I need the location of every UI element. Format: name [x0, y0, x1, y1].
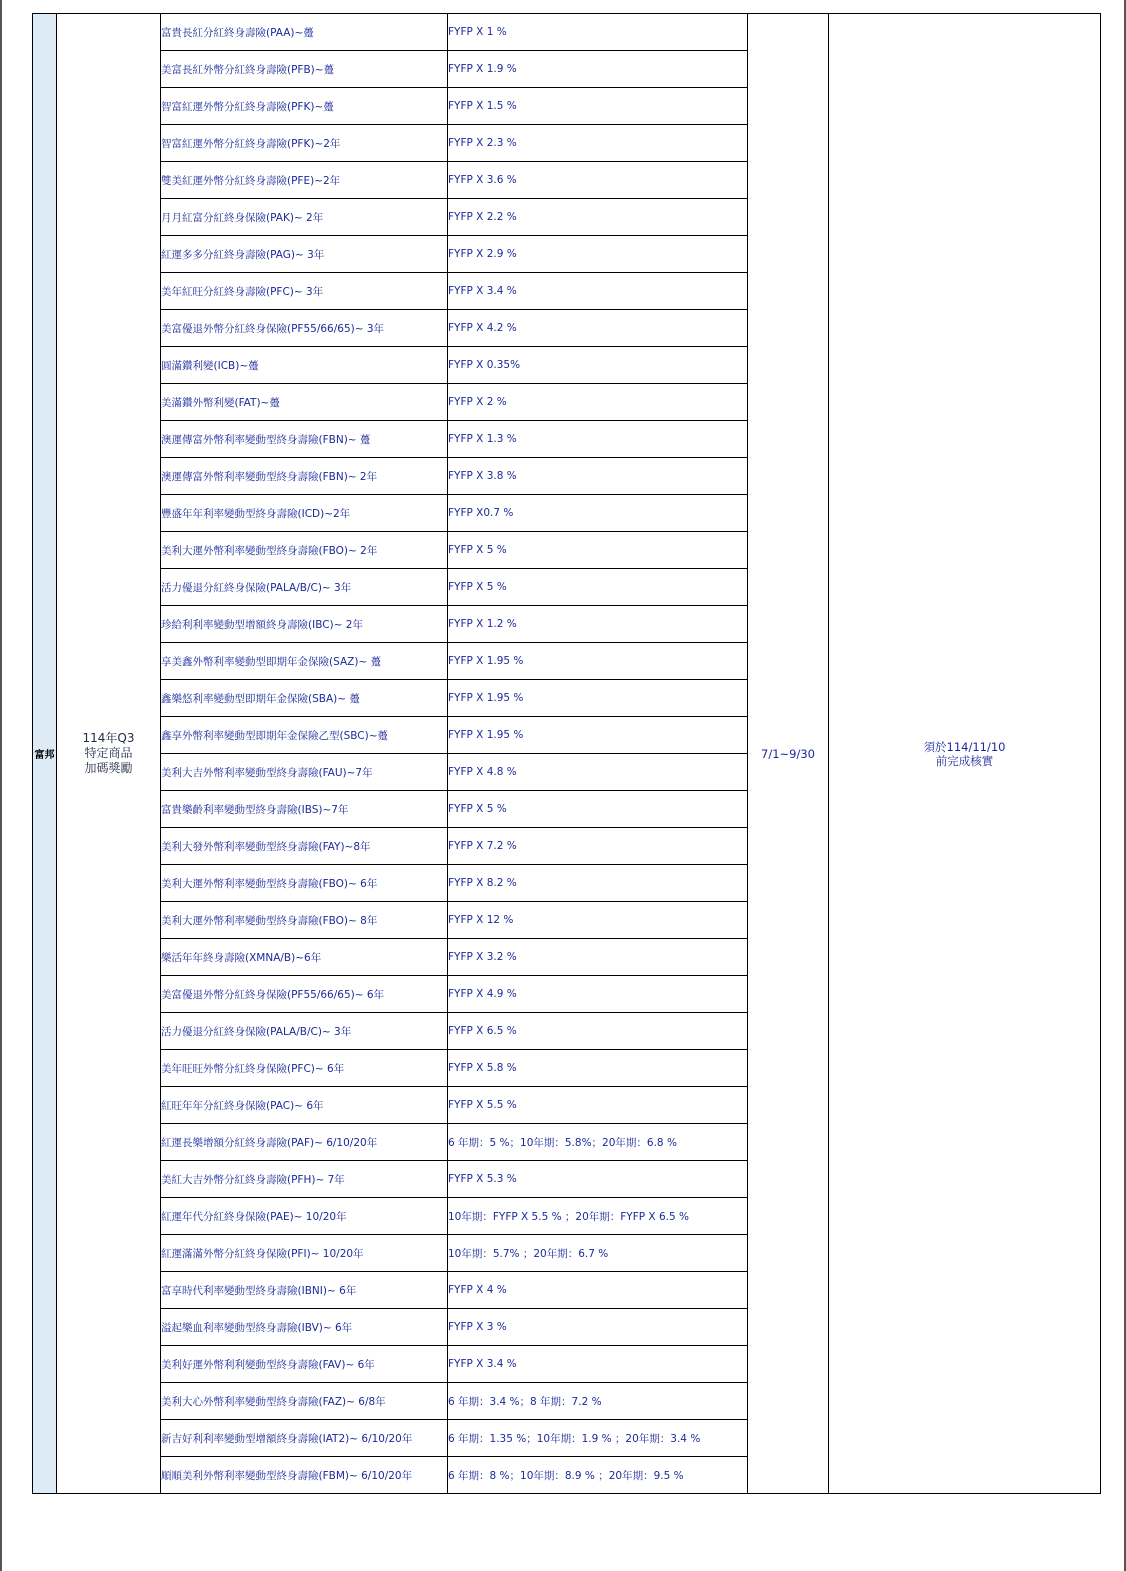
- product-name: 豐盛年年利率變動型終身壽險(ICD)~2年: [161, 495, 448, 532]
- bonus-rate: FYFP X 3.4 %: [448, 273, 748, 310]
- bonus-table: [32, 13, 1101, 1494]
- bonus-rate: FYFP X 2.9 %: [448, 236, 748, 273]
- product-name: 美利大發外幣利率變動型終身壽險(FAY)~8年: [161, 828, 448, 865]
- product-name: 澳運傳富外幣利率變動型終身壽險(FBN)~ 2年: [161, 458, 448, 495]
- company-cell: 富邦: [33, 14, 57, 1494]
- bonus-rate: FYFP X 5.3 %: [448, 1161, 748, 1198]
- product-name: 智富紅運外幣分紅終身壽險(PFK)~躉: [161, 88, 448, 125]
- bonus-rate: FYFP X 1.9 %: [448, 51, 748, 88]
- bonus-rate: FYFP X 5 %: [448, 532, 748, 569]
- product-name: 美利大運外幣利率變動型終身壽險(FBO)~ 2年: [161, 532, 448, 569]
- product-name: 美利大運外幣利率變動型終身壽險(FBO)~ 8年: [161, 902, 448, 939]
- product-name: 美利大吉外幣利率變動型終身壽險(FAU)~7年: [161, 754, 448, 791]
- bonus-rate: FYFP X 3.8 %: [448, 458, 748, 495]
- bonus-rate: FYFP X 6.5 %: [448, 1013, 748, 1050]
- bonus-rate: FYFP X 4.2 %: [448, 310, 748, 347]
- period-cell: 7/1~9/30: [748, 14, 829, 1494]
- product-name: 富貴長紅分紅終身壽險(PAA)~躉: [161, 14, 448, 51]
- product-name: 新吉好利利率變動型增額終身壽險(IAT2)~ 6/10/20年: [161, 1420, 448, 1457]
- bonus-rate: FYFP X 5.5 %: [448, 1087, 748, 1124]
- product-name: 美富優退外幣分紅終身保險(PF55/66/65)~ 3年: [161, 310, 448, 347]
- bonus-rate: FYFP X 1.95 %: [448, 680, 748, 717]
- bonus-rate: FYFP X 3.4 %: [448, 1346, 748, 1383]
- bonus-rate: FYFP X 5 %: [448, 569, 748, 606]
- bonus-rate: 6 年期：3.4 %；8 年期：7.2 %: [448, 1383, 748, 1420]
- table-row: [33, 14, 1101, 51]
- program-line1: 114年Q3: [82, 731, 135, 745]
- bonus-rate: FYFP X 2.2 %: [448, 199, 748, 236]
- bonus-rate: FYFP X 1.2 %: [448, 606, 748, 643]
- bonus-rate: FYFP X 1.3 %: [448, 421, 748, 458]
- deadline-note-line2: 前完成核實: [935, 753, 994, 768]
- product-name: 美利大運外幣利率變動型終身壽險(FBO)~ 6年: [161, 865, 448, 902]
- bonus-rate: FYFP X 3.6 %: [448, 162, 748, 199]
- bonus-rate: 10年期：FYFP X 5.5 % ；20年期：FYFP X 6.5 %: [448, 1198, 748, 1235]
- bonus-rate: 6 年期：1.35 %；10年期：1.9 % ；20年期：3.4 %: [448, 1420, 748, 1457]
- bonus-rate: 6 年期：5 %；10年期：5.8%；20年期：6.8 %: [448, 1124, 748, 1161]
- product-name: 雙美紅運外幣分紅終身壽險(PFE)~2年: [161, 162, 448, 199]
- product-name: 溢起樂血利率變動型終身壽險(IBV)~ 6年: [161, 1309, 448, 1346]
- product-name: 美富優退外幣分紅終身保險(PF55/66/65)~ 6年: [161, 976, 448, 1013]
- product-name: 紅運滿滿外幣分紅終身保險(PFI)~ 10/20年: [161, 1235, 448, 1272]
- product-name: 紅運多多分紅終身壽險(PAG)~ 3年: [161, 236, 448, 273]
- bonus-rate: FYFP X 4 %: [448, 1272, 748, 1309]
- bonus-rate: FYFP X 1.95 %: [448, 717, 748, 754]
- bonus-rate: FYFP X 1.95 %: [448, 643, 748, 680]
- program-line2: 特定商品: [84, 746, 133, 760]
- bonus-rate: FYFP X 12 %: [448, 902, 748, 939]
- deadline-note-line1: 須於114/11/10: [923, 739, 1006, 754]
- product-name: 樂活年年終身壽險(XMNA/B)~6年: [161, 939, 448, 976]
- bonus-rate: FYFP X 7.2 %: [448, 828, 748, 865]
- bonus-rate: 10年期：5.7% ；20年期：6.7 %: [448, 1235, 748, 1272]
- product-name: 鑫享外幣利率變動型即期年金保險乙型(SBC)~躉: [161, 717, 448, 754]
- product-name: 紅運長樂增額分紅終身壽險(PAF)~ 6/10/20年: [161, 1124, 448, 1161]
- product-name: 活力優退分紅終身保險(PALA/B/C)~ 3年: [161, 569, 448, 606]
- program-cell: [57, 14, 161, 1494]
- product-name: 月月紅富分紅終身保險(PAK)~ 2年: [161, 199, 448, 236]
- product-name: 美利好運外幣利利變動型終身壽險(FAV)~ 6年: [161, 1346, 448, 1383]
- table-body: [33, 14, 1101, 1494]
- bonus-rate: FYFP X 2 %: [448, 384, 748, 421]
- product-name: 順順美利外幣利率變動型終身壽險(FBM)~ 6/10/20年: [161, 1457, 448, 1494]
- deadline-note-cell: [829, 14, 1101, 1494]
- bonus-rate: FYFP X 4.9 %: [448, 976, 748, 1013]
- program-line3: 加碼獎勵: [84, 761, 133, 775]
- product-name: 鑫樂悠利率變動型即期年金保險(SBA)~ 躉: [161, 680, 448, 717]
- product-name: 圓滿鑽利變(ICB)~躉: [161, 347, 448, 384]
- bonus-rate: FYFP X 3.2 %: [448, 939, 748, 976]
- bonus-rate: FYFP X 4.8 %: [448, 754, 748, 791]
- product-name: 美滿鑽外幣利變(FAT)~躉: [161, 384, 448, 421]
- product-name: 享美鑫外幣利率變動型即期年金保險(SAZ)~ 躉: [161, 643, 448, 680]
- product-name: 活力優退分紅終身保險(PALA/B/C)~ 3年: [161, 1013, 448, 1050]
- product-name: 美富長紅外幣分紅終身壽險(PFB)~躉: [161, 51, 448, 88]
- bonus-rate: FYFP X 1 %: [448, 14, 748, 51]
- product-name: 美紅大吉外幣分紅終身壽險(PFH)~ 7年: [161, 1161, 448, 1198]
- product-name: 富享時代利率變動型終身壽險(IBNI)~ 6年: [161, 1272, 448, 1309]
- bonus-rate: FYFP X 1.5 %: [448, 88, 748, 125]
- product-name: 澳運傳富外幣利率變動型終身壽險(FBN)~ 躉: [161, 421, 448, 458]
- bonus-rate: FYFP X 5 %: [448, 791, 748, 828]
- bonus-rate: 6 年期：8 %；10年期：8.9 % ；20年期：9.5 %: [448, 1457, 748, 1494]
- product-name: 珍給利利率變動型增額終身壽險(IBC)~ 2年: [161, 606, 448, 643]
- product-name: 美利大心外幣利率變動型終身壽險(FAZ)~ 6/8年: [161, 1383, 448, 1420]
- bonus-rate: FYFP X0.7 %: [448, 495, 748, 532]
- bonus-rate: FYFP X 5.8 %: [448, 1050, 748, 1087]
- bonus-rate: FYFP X 2.3 %: [448, 125, 748, 162]
- product-name: 紅運年代分紅終身保險(PAE)~ 10/20年: [161, 1198, 448, 1235]
- product-name: 美年紅旺分紅終身壽險(PFC)~ 3年: [161, 273, 448, 310]
- product-name: 富貴樂齡利率變動型終身壽險(IBS)~7年: [161, 791, 448, 828]
- product-name: 美年旺旺外幣分紅終身保險(PFC)~ 6年: [161, 1050, 448, 1087]
- product-name: 紅旺年年分紅終身保險(PAC)~ 6年: [161, 1087, 448, 1124]
- bonus-rate: FYFP X 3 %: [448, 1309, 748, 1346]
- bonus-rate: FYFP X 8.2 %: [448, 865, 748, 902]
- product-name: 智富紅運外幣分紅終身壽險(PFK)~2年: [161, 125, 448, 162]
- bonus-rate: FYFP X 0.35%: [448, 347, 748, 384]
